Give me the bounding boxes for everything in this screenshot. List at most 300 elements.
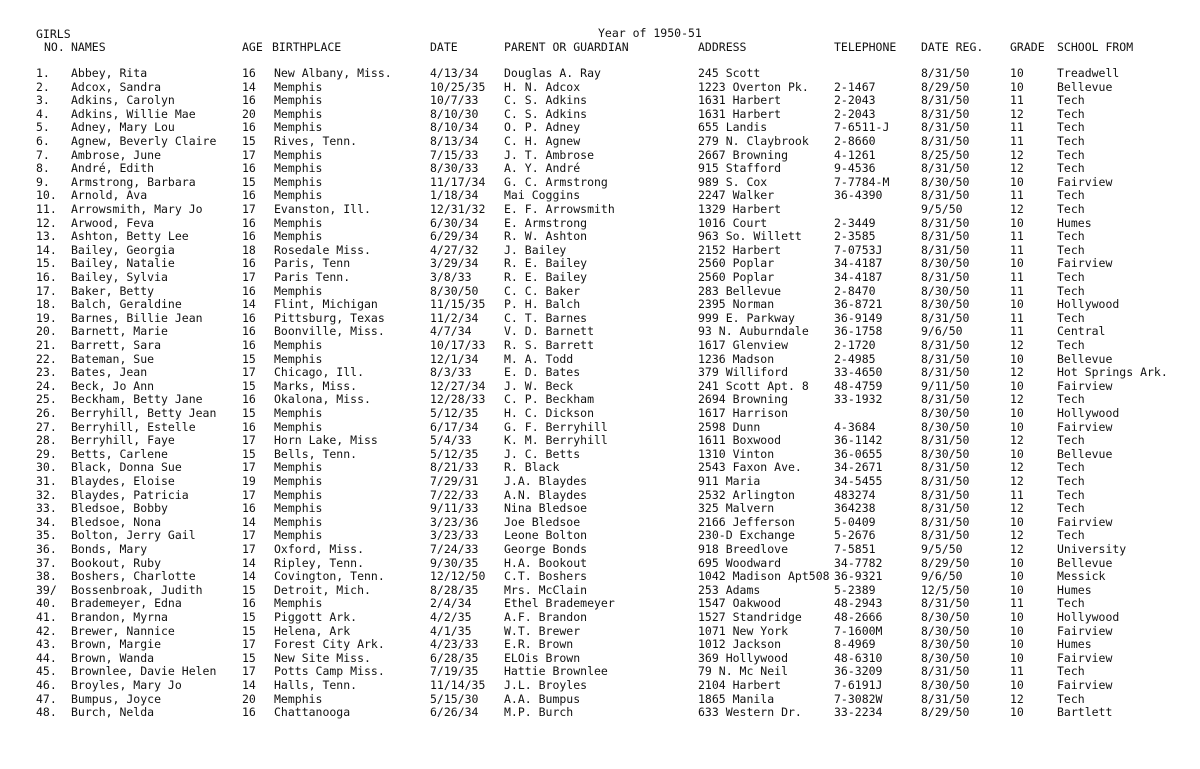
parent-guardian: J.A. Blaydes [504, 474, 588, 488]
parent-guardian: Leone Bolton [504, 528, 588, 543]
student-address: 2667 Browning [698, 147, 789, 162]
registration-date: 8/30/50 [921, 678, 970, 692]
student-age: 17 [242, 433, 256, 448]
student-name: Beckham, Betty Jane [71, 392, 203, 407]
birth-date: 4/7/34 [430, 324, 472, 339]
row-number: 21. [36, 338, 57, 352]
student-telephone: 34-7782 [834, 555, 883, 570]
row-number: 27. [36, 419, 57, 434]
student-birthplace: Chattanooga [274, 705, 351, 720]
school-from: Tech [1057, 202, 1085, 216]
student-birthplace: Memphis [274, 93, 323, 108]
student-address: 1617 Harrison [698, 406, 789, 420]
student-birthplace: Memphis [274, 351, 323, 366]
school-from: Fairview [1057, 256, 1113, 271]
school-from: Tech [1057, 120, 1085, 135]
row-number: 20. [36, 324, 57, 339]
student-birthplace: Forest City Ark. [274, 637, 385, 652]
student-age: 16 [242, 188, 256, 203]
school-from: Tech [1057, 392, 1085, 407]
student-telephone: 8-4969 [834, 637, 876, 652]
student-telephone: 34-5455 [834, 474, 883, 488]
table-row [0, 202, 1200, 216]
parent-guardian: A.N. Blaydes [504, 487, 588, 502]
student-age: 17 [242, 664, 256, 679]
table-row [0, 488, 1200, 502]
student-age: 15 [242, 650, 256, 665]
header-parent: PARENT OR GUARDIAN [504, 40, 629, 54]
student-telephone: 364238 [834, 501, 876, 516]
student-grade: 11 [1010, 664, 1024, 679]
parent-guardian: A. Y. André [504, 161, 581, 176]
student-name: André, Edith [71, 161, 155, 176]
row-number: 29. [36, 446, 57, 461]
student-telephone: 7-0753J [834, 242, 883, 257]
school-from: Hollywood [1057, 297, 1120, 312]
table-row [0, 297, 1200, 311]
parent-guardian: A.F. Brandon [504, 610, 588, 624]
parent-guardian: P. H. Balch [504, 297, 581, 312]
student-name: Adkins, Willie Mae [71, 106, 196, 121]
student-telephone: 4-1261 [834, 147, 876, 162]
student-birthplace: Piggott Ark. [274, 610, 358, 624]
birth-date: 3/23/33 [430, 528, 479, 543]
registration-date: 8/31/50 [921, 66, 970, 80]
student-address: 1631 Harbert [698, 93, 782, 108]
student-age: 14 [242, 555, 256, 570]
student-address: 963 So. Willett [698, 229, 802, 244]
student-grade: 10 [1010, 66, 1024, 80]
parent-guardian: C. H. Agnew [504, 134, 581, 148]
student-address: 2598 Dunn [698, 419, 761, 434]
student-name: Ashton, Betty Lee [71, 229, 189, 244]
student-grade: 10 [1010, 678, 1024, 692]
school-from: Bartlett [1057, 705, 1113, 720]
registration-date: 8/31/50 [921, 188, 970, 203]
student-address: 999 E. Parkway [698, 310, 795, 325]
student-age: 16 [242, 66, 256, 80]
row-number: 38. [36, 569, 57, 584]
student-name: Adkins, Carolyn [71, 93, 175, 108]
parent-guardian: E. D. Bates [504, 365, 581, 380]
registration-date: 8/31/50 [921, 596, 970, 611]
row-number: 40. [36, 596, 57, 611]
student-grade: 11 [1010, 120, 1024, 135]
student-age: 15 [242, 446, 256, 461]
row-number: 19. [36, 310, 57, 325]
birth-date: 12/31/32 [430, 202, 486, 216]
student-grade: 10 [1010, 610, 1024, 624]
birth-date: 11/14/35 [430, 678, 486, 692]
row-number: 5. [36, 120, 50, 135]
registration-date: 8/30/50 [921, 623, 970, 638]
student-age: 15 [242, 610, 256, 624]
student-grade: 12 [1010, 202, 1024, 216]
registration-date: 8/31/50 [921, 120, 970, 135]
student-telephone: 36-9149 [834, 310, 883, 325]
student-birthplace: Potts Camp Miss. [274, 664, 385, 679]
row-number: 1. [36, 66, 50, 80]
student-name: Bailey, Georgia [71, 242, 175, 257]
student-birthplace: Memphis [274, 283, 323, 298]
student-age: 16 [242, 120, 256, 135]
school-from: Tech [1057, 487, 1085, 502]
student-grade: 11 [1010, 487, 1024, 502]
parent-guardian: R. Black [504, 460, 560, 475]
birth-date: 9/11/33 [430, 501, 479, 516]
student-birthplace: Memphis [274, 174, 323, 189]
student-age: 17 [242, 528, 256, 543]
school-from: Central [1057, 324, 1106, 339]
student-birthplace: Bells, Tenn. [274, 446, 358, 461]
parent-guardian: R. W. Ashton [504, 229, 588, 244]
student-birthplace: Memphis [274, 691, 323, 706]
student-age: 17 [242, 202, 256, 216]
registration-date: 8/30/50 [921, 174, 970, 189]
student-age: 17 [242, 365, 256, 380]
registration-date: 8/31/50 [921, 433, 970, 448]
school-from: Fairview [1057, 378, 1113, 393]
registration-date: 8/30/50 [921, 419, 970, 434]
student-name: Bailey, Sylvia [71, 270, 168, 284]
parent-guardian: George Bonds [504, 542, 588, 556]
student-address: 989 S. Cox [698, 174, 768, 189]
student-birthplace: Boonville, Miss. [274, 324, 385, 339]
birth-date: 5/4/33 [430, 433, 472, 448]
parent-guardian: ELOis Brown [504, 650, 581, 665]
school-from: Fairview [1057, 419, 1113, 434]
header-names: NAMES [71, 40, 106, 54]
school-from: Bellevue [1057, 79, 1113, 94]
table-row [0, 338, 1200, 352]
parent-guardian: H.A. Bookout [504, 555, 588, 570]
birth-date: 8/30/50 [430, 283, 479, 298]
student-age: 17 [242, 460, 256, 475]
table-row [0, 120, 1200, 134]
table-row [0, 501, 1200, 515]
student-birthplace: Horn Lake, Miss [274, 433, 378, 448]
school-from: Tech [1057, 310, 1085, 325]
student-age: 16 [242, 501, 256, 516]
student-grade: 12 [1010, 365, 1024, 380]
student-birthplace: Halls, Tenn. [274, 678, 358, 692]
parent-guardian: Joe Bledsoe [504, 514, 581, 529]
table-row [0, 229, 1200, 243]
school-from: Tech [1057, 147, 1085, 162]
birth-date: 10/25/35 [430, 79, 486, 94]
row-number: 2. [36, 79, 50, 94]
parent-guardian: G. C. Armstrong [504, 174, 608, 189]
student-grade: 10 [1010, 650, 1024, 665]
registration-date: 8/25/50 [921, 147, 970, 162]
row-number: 8. [36, 161, 50, 176]
birth-date: 8/30/33 [430, 161, 479, 176]
row-number: 17. [36, 283, 57, 298]
school-from: Messick [1057, 569, 1106, 584]
table-row [0, 528, 1200, 542]
birth-date: 7/29/31 [430, 474, 479, 488]
student-name: Broyles, Mary Jo [71, 678, 182, 692]
school-from: Tech [1057, 691, 1085, 706]
row-number: 32. [36, 487, 57, 502]
header-birthplace: BIRTHPLACE [272, 40, 342, 54]
student-birthplace: Memphis [274, 514, 323, 529]
school-from: Tech [1057, 270, 1085, 284]
student-address: 911 Maria [698, 474, 761, 488]
student-birthplace: Pittsburg, Texas [274, 310, 385, 325]
row-number: 37. [36, 555, 57, 570]
student-grade: 11 [1010, 93, 1024, 108]
student-name: Brown, Wanda [71, 650, 155, 665]
header-no: NO. [44, 40, 65, 54]
student-name: Black, Donna Sue [71, 460, 182, 475]
student-telephone: 2-1467 [834, 79, 876, 94]
student-age: 14 [242, 297, 256, 312]
registration-date: 8/31/50 [921, 528, 970, 543]
student-grade: 10 [1010, 569, 1024, 584]
birth-date: 8/13/34 [430, 134, 479, 148]
school-from: Fairview [1057, 514, 1113, 529]
student-age: 19 [242, 474, 256, 488]
row-number: 35. [36, 528, 57, 543]
school-from: Hollywood [1057, 406, 1120, 420]
row-number: 36. [36, 542, 57, 556]
student-address: 2395 Norman [698, 297, 775, 312]
student-age: 17 [242, 542, 256, 556]
birth-date: 12/12/50 [430, 569, 486, 584]
school-from: Humes [1057, 582, 1092, 597]
student-name: Bailey, Natalie [71, 256, 175, 271]
student-birthplace: Rosedale Miss. [274, 242, 371, 257]
student-address: 1865 Manila [698, 691, 775, 706]
table-row [0, 188, 1200, 202]
student-birthplace: Memphis [274, 460, 323, 475]
parent-guardian: Hattie Brownlee [504, 664, 608, 679]
student-telephone: 7-5851 [834, 542, 876, 556]
student-birthplace: Memphis [274, 161, 323, 176]
birth-date: 11/2/34 [430, 310, 479, 325]
school-from: Tech [1057, 106, 1085, 121]
row-number: 3. [36, 93, 50, 108]
row-number: 23. [36, 365, 57, 380]
student-birthplace: Memphis [274, 188, 323, 203]
student-birthplace: Flint, Michigan [274, 297, 378, 312]
row-number: 33. [36, 501, 57, 516]
parent-guardian: Mrs. McClain [504, 582, 588, 597]
student-grade: 11 [1010, 188, 1024, 203]
student-telephone: 34-4187 [834, 270, 883, 284]
student-address: 283 Bellevue [698, 283, 782, 298]
student-telephone: 7-3082W [834, 691, 883, 706]
student-telephone: 2-2043 [834, 93, 876, 108]
row-number: 4. [36, 106, 50, 121]
parent-guardian: C. T. Barnes [504, 310, 588, 325]
row-number: 18. [36, 297, 57, 312]
registration-date: 8/31/50 [921, 514, 970, 529]
student-age: 18 [242, 242, 256, 257]
birth-date: 7/19/35 [430, 664, 479, 679]
student-address: 915 Stafford [698, 161, 782, 176]
student-birthplace: New Site Miss. [274, 650, 371, 665]
registration-date: 9/11/50 [921, 378, 970, 393]
student-age: 16 [242, 392, 256, 407]
birth-date: 2/4/34 [430, 596, 472, 611]
student-grade: 10 [1010, 351, 1024, 366]
registration-date: 8/30/50 [921, 446, 970, 461]
table-row [0, 610, 1200, 624]
student-name: Burch, Nelda [71, 705, 155, 720]
student-name: Berryhill, Estelle [71, 419, 196, 434]
row-number: 13. [36, 229, 57, 244]
birth-date: 12/1/34 [430, 351, 479, 366]
parent-guardian: C. P. Beckham [504, 392, 595, 407]
school-from: Tech [1057, 93, 1085, 108]
student-name: Bumpus, Joyce [71, 691, 162, 706]
row-number: 26. [36, 406, 57, 420]
table-row [0, 379, 1200, 393]
student-telephone: 36-8721 [834, 297, 883, 312]
student-age: 15 [242, 351, 256, 366]
student-address: 2532 Arlington [698, 487, 795, 502]
table-row [0, 705, 1200, 719]
student-age: 16 [242, 705, 256, 720]
registration-date: 8/31/50 [921, 161, 970, 176]
student-grade: 12 [1010, 691, 1024, 706]
registration-date: 8/31/50 [921, 93, 970, 108]
row-number: 15. [36, 256, 57, 271]
student-telephone: 36-3209 [834, 664, 883, 679]
table-row [0, 678, 1200, 692]
registration-date: 12/5/50 [921, 582, 970, 597]
table-row [0, 460, 1200, 474]
parent-guardian: E.R. Brown [504, 637, 574, 652]
school-from: Tech [1057, 188, 1085, 203]
parent-guardian: O. P. Adney [504, 120, 581, 135]
student-birthplace: Memphis [274, 229, 323, 244]
school-from: Tech [1057, 229, 1085, 244]
student-birthplace: Memphis [274, 338, 323, 352]
student-grade: 12 [1010, 161, 1024, 176]
student-telephone: 2-2043 [834, 106, 876, 121]
school-from: Tech [1057, 596, 1085, 611]
student-address: 1527 Standridge [698, 610, 802, 624]
registration-date: 8/31/50 [921, 487, 970, 502]
student-name: Berryhill, Betty Jean [71, 406, 217, 420]
row-number: 30. [36, 460, 57, 475]
student-grade: 12 [1010, 392, 1024, 407]
header-telephone: TELEPHONE [834, 40, 897, 54]
student-birthplace: Memphis [274, 596, 323, 611]
school-from: Bellevue [1057, 351, 1113, 366]
table-row [0, 624, 1200, 638]
school-from: Humes [1057, 637, 1092, 652]
student-telephone: 36-9321 [834, 569, 883, 584]
student-telephone: 36-1142 [834, 433, 883, 448]
school-from: Hollywood [1057, 610, 1120, 624]
birth-date: 8/21/33 [430, 460, 479, 475]
birth-date: 3/23/36 [430, 514, 479, 529]
student-grade: 12 [1010, 338, 1024, 352]
birth-date: 9/30/35 [430, 555, 479, 570]
student-telephone: 2-8470 [834, 283, 876, 298]
birth-date: 10/7/33 [430, 93, 479, 108]
parent-guardian: R. E. Bailey [504, 270, 588, 284]
birth-date: 7/24/33 [430, 542, 479, 556]
student-birthplace: Memphis [274, 474, 323, 488]
student-age: 15 [242, 378, 256, 393]
student-address: 241 Scott Apt. 8 [698, 378, 809, 393]
table-row [0, 542, 1200, 556]
student-grade: 12 [1010, 501, 1024, 516]
student-telephone: 48-6310 [834, 650, 883, 665]
parent-guardian: W.T. Brewer [504, 623, 581, 638]
student-name: Arrowsmith, Mary Jo [71, 202, 203, 216]
student-grade: 10 [1010, 215, 1024, 230]
student-name: Beck, Jo Ann [71, 378, 155, 393]
registration-date: 8/31/50 [921, 392, 970, 407]
student-birthplace: Evanston, Ill. [274, 202, 371, 216]
school-from: Fairview [1057, 650, 1113, 665]
registration-date: 8/30/50 [921, 283, 970, 298]
row-number: 31. [36, 474, 57, 488]
student-address: 2543 Faxon Ave. [698, 460, 802, 475]
student-telephone: 7-7784-M [834, 174, 890, 189]
student-telephone: 7-1600M [834, 623, 883, 638]
student-birthplace: Helena, Ark [274, 623, 351, 638]
parent-guardian: M.P. Burch [504, 705, 574, 720]
parent-guardian: M. A. Todd [504, 351, 574, 366]
student-birthplace: Covington, Tenn. [274, 569, 385, 584]
student-address: 279 N. Claybrook [698, 134, 809, 148]
school-from: Tech [1057, 338, 1085, 352]
student-telephone: 34-2671 [834, 460, 883, 475]
table-row [0, 161, 1200, 175]
student-age: 16 [242, 419, 256, 434]
student-grade: 11 [1010, 134, 1024, 148]
school-from: Hot Springs Ark. [1057, 365, 1168, 380]
parent-guardian: Ethel Brademeyer [504, 596, 615, 611]
header-address: ADDRESS [698, 40, 747, 54]
student-name: Boshers, Charlotte [71, 569, 196, 584]
parent-guardian: H. C. Dickson [504, 406, 595, 420]
student-name: Bossenbroak, Judith [71, 582, 203, 597]
birth-date: 7/22/33 [430, 487, 479, 502]
student-birthplace: Memphis [274, 501, 323, 516]
school-from: Tech [1057, 242, 1085, 257]
row-number: 39/ [36, 582, 57, 597]
registration-date: 8/31/50 [921, 501, 970, 516]
student-name: Barrett, Sara [71, 338, 162, 352]
student-grade: 12 [1010, 460, 1024, 475]
birth-date: 3/8/33 [430, 270, 472, 284]
student-telephone: 36-4390 [834, 188, 883, 203]
student-address: 230-D Exchange [698, 528, 795, 543]
table-row [0, 447, 1200, 461]
student-name: Adney, Mary Lou [71, 120, 175, 135]
parent-guardian: R. S. Barrett [504, 338, 595, 352]
student-grade: 10 [1010, 623, 1024, 638]
student-grade: 11 [1010, 310, 1024, 325]
student-age: 17 [242, 637, 256, 652]
table-row [0, 515, 1200, 529]
student-birthplace: Memphis [274, 487, 323, 502]
student-age: 16 [242, 256, 256, 271]
student-address: 2247 Walker [698, 188, 775, 203]
table-row [0, 392, 1200, 406]
table-row [0, 324, 1200, 338]
student-address: 1547 Oakwood [698, 596, 782, 611]
student-grade: 10 [1010, 378, 1024, 393]
